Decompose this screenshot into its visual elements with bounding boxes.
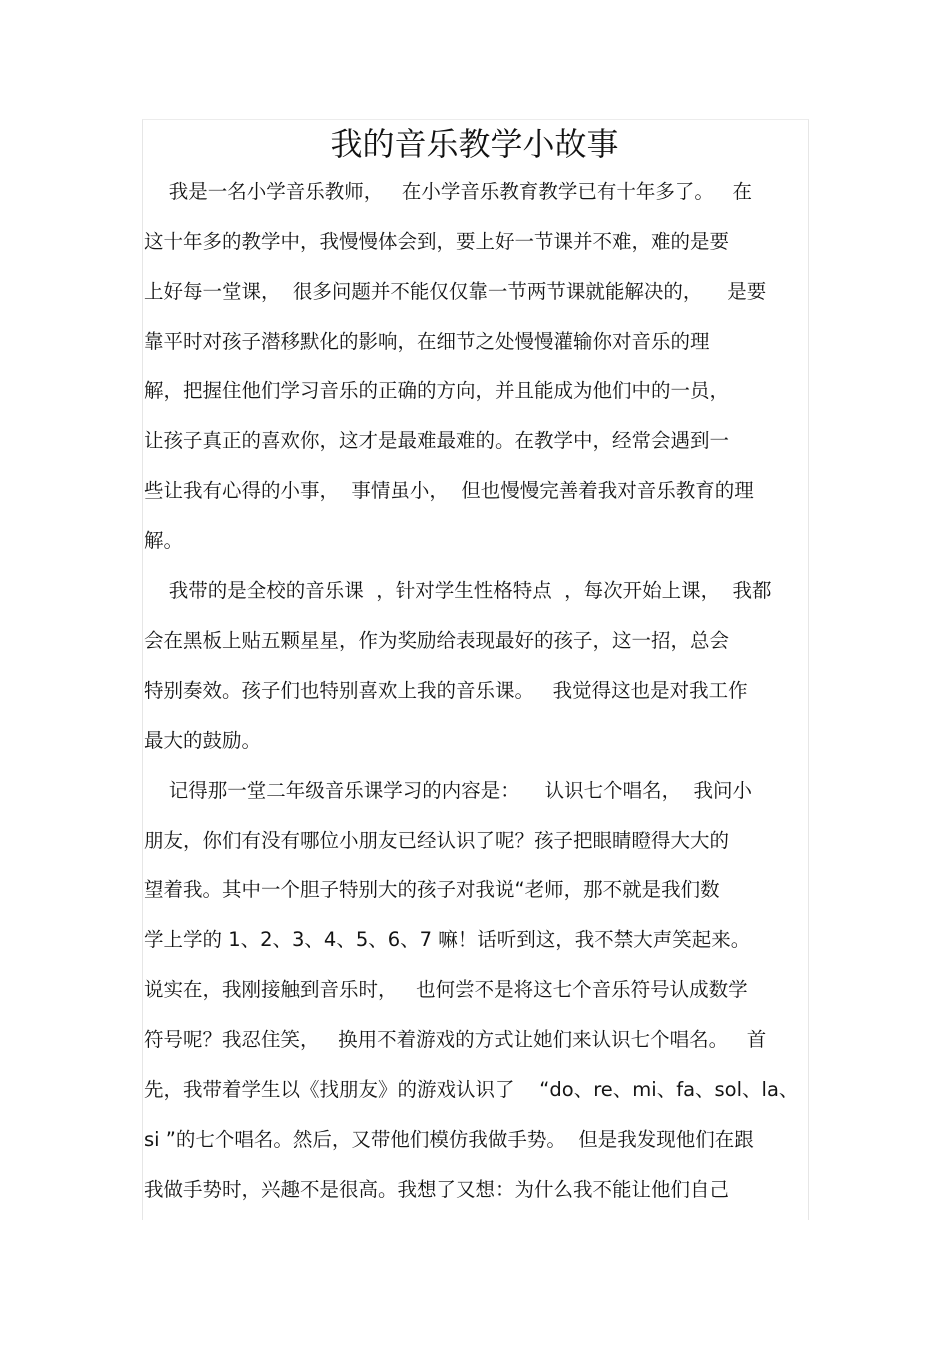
text-line: 特别奏效。孩子们也特别喜欢上我的音乐课。 我觉得这也是对我工作 — [144, 679, 748, 702]
text-line: 解，把握住他们学习音乐的正确的方向，并且能成为他们中的一员， — [144, 379, 730, 402]
text-line: 说实在，我刚接触到音乐时， 也何尝不是将这七个音乐符号认成数学 — [144, 978, 748, 1001]
document-title: 我的音乐教学小故事 — [330, 125, 619, 163]
text-line: 我是一名小学音乐教师， 在小学音乐教育教学已有十年多了。 在 — [144, 180, 752, 203]
text-line: 符号呢？我忍住笑， 换用不着游戏的方式让她们来认识七个唱名。 首 — [144, 1028, 767, 1051]
text-line: 记得那一堂二年级音乐课学习的内容是： 认识七个唱名， 我问小 — [144, 779, 752, 802]
text-line: 让孩子真正的喜欢你，这才是最难最难的。在教学中，经常会遇到一 — [144, 429, 730, 452]
text-line: 靠平时对孩子潜移默化的影响，在细节之处慢慢灌输你对音乐的理 — [144, 330, 710, 353]
text-line: 这十年多的教学中，我慢慢体会到，要上好一节课并不难，难的是要 — [144, 230, 730, 253]
text-line: 学上学的 1、2、3、4、5、6、7 嘛！话听到这，我不禁大声笑起来。 — [144, 928, 751, 951]
text-line: 会在黑板上贴五颗星星，作为奖励给表现最好的孩子，这一招，总会 — [144, 629, 730, 652]
text-line: 我做手势时，兴趣不是很高。我想了又想：为什么我不能让他们自己 — [144, 1178, 730, 1201]
text-line: 些让我有心得的小事， 事情虽小， 但也慢慢完善着我对音乐教育的理 — [144, 479, 754, 502]
text-line: 望着我。其中一个胆子特别大的孩子对我说“老师，那不就是我们数 — [144, 878, 720, 901]
text-line: si ”的七个唱名。然后，又带他们模仿我做手势。 但是我发现他们在跟 — [144, 1128, 754, 1151]
text-line: 我带的是全校的音乐课 ，针对学生性格特点 ，每次开始上课， 我都 — [144, 579, 772, 602]
text-line: 解。 — [144, 529, 184, 552]
text-line: 先，我带着学生以《找朋友》的游戏认识了 “do、re、mi、fa、sol、la、 — [144, 1078, 799, 1101]
text-line: 最大的鼓励。 — [144, 729, 262, 752]
text-line: 上好每一堂课， 很多问题并不能仅仅靠一节两节课就能解决的， 是要 — [144, 280, 767, 303]
text-line: 朋友，你们有没有哪位小朋友已经认识了呢？孩子把眼睛瞪得大大的 — [144, 829, 730, 852]
